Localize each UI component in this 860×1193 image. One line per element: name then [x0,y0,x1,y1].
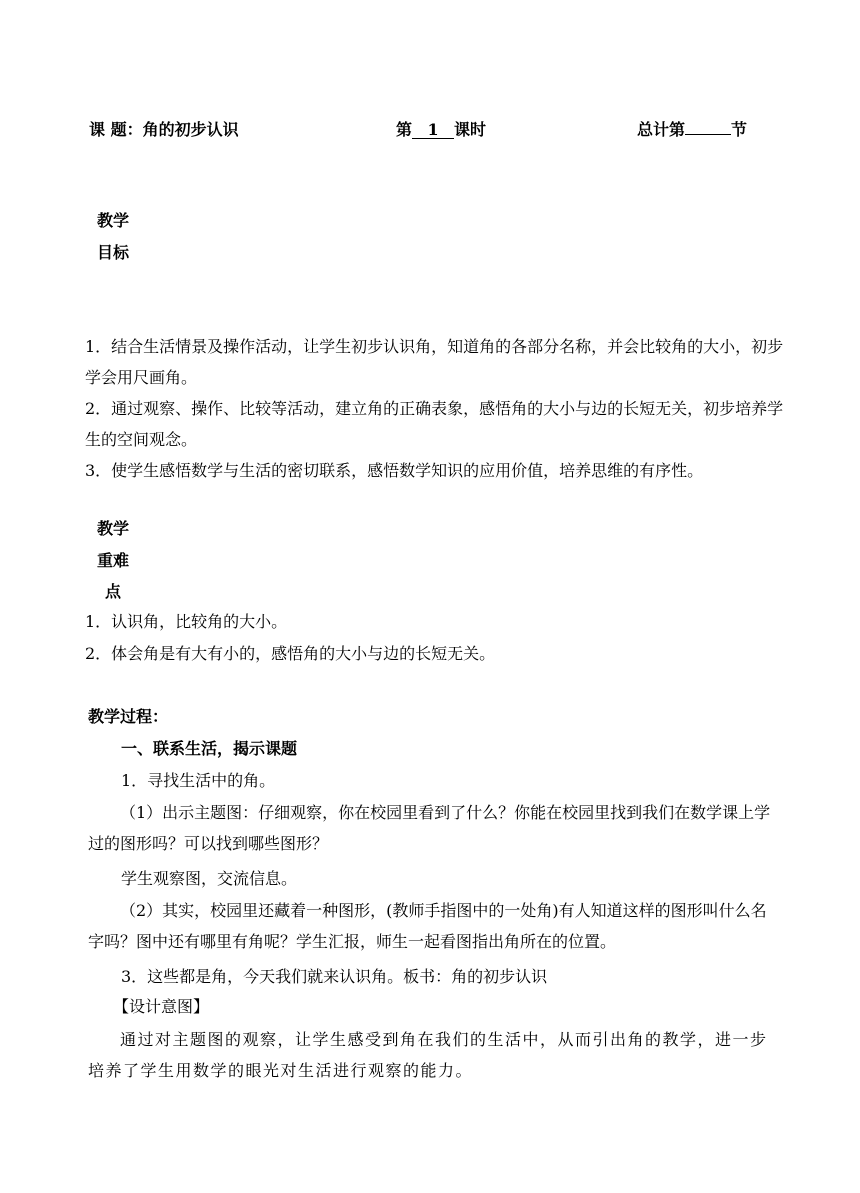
step3: 3．这些都是角，今天我们就来认识角。板书：角的初步认识 [121,967,548,986]
keypoint-item-2: 2．体会角是有大有小的，感悟角的大小与边的长短无关。 [85,644,496,663]
design-text: 通过对主题图的观察，让学生感受到角在我们的生活中，从而引出角的教学，进一步培养了学生用数学的眼光对生活进行观察的能力。 [88,1030,768,1080]
step1-1: （1）出示主题图：仔细观察，你在校园里看到了什么？你能在校园里找到我们在数学课上学过的图形吗？可以找到哪些图形？ [88,803,771,853]
keypoints-label-line2: 重难 [97,551,130,570]
keypoint-item-1: 1．认识角，比较角的大小。 [85,612,288,631]
goal-item-3: 3．使学生感悟数学与生活的密切联系，感悟数学知识的应用价值，培养思维的有序性。 [85,461,704,480]
goal-item-1: 1．结合生活情景及操作活动，让学生初步认识角，知道角的各部分名称，并会比较角的大小，初步学会用尺画角。 [85,337,784,387]
total-count [637,122,747,138]
total-number [685,134,731,135]
lesson-prefix: 第 [396,120,413,139]
total-prefix: 总计第 [637,120,686,139]
step1: 1．寻找生活中的角。 [121,771,276,790]
goal-item-2: 2．通过观察、操作、比较等活动，建立角的正确表象，感悟角的大小与边的长短无关，初步培养学生的空间观念。 [85,399,784,449]
process-title: 教学过程： [88,707,169,726]
step1-2: （2）其实，校园里还藏着一种图形，(教师手指图中的一处角)有人知道这样的图形叫什么名字吗？图中还有哪里有角呢？学生汇报，师生一起看图指出角所在的位置。 [88,901,767,951]
topic-label: 课 题： [89,120,143,139]
goals-label-line2: 目标 [97,243,130,262]
topic-title: 角的初步认识 [142,120,239,139]
keypoints-label-line1: 教学 [97,519,130,538]
step1-observe: 学生观察图，交流信息。 [121,869,298,888]
goals-label-line1: 教学 [97,211,130,230]
lesson-number: 1 [412,122,454,139]
section1-title: 一、联系生活，揭示课题 [121,739,298,758]
design-title: 【设计意图】 [113,997,210,1016]
topic-row [89,122,239,138]
keypoints-label-line3: 点 [105,582,122,601]
lesson-suffix: 课时 [454,120,487,139]
total-suffix: 节 [731,120,748,139]
lesson-count [396,122,486,139]
